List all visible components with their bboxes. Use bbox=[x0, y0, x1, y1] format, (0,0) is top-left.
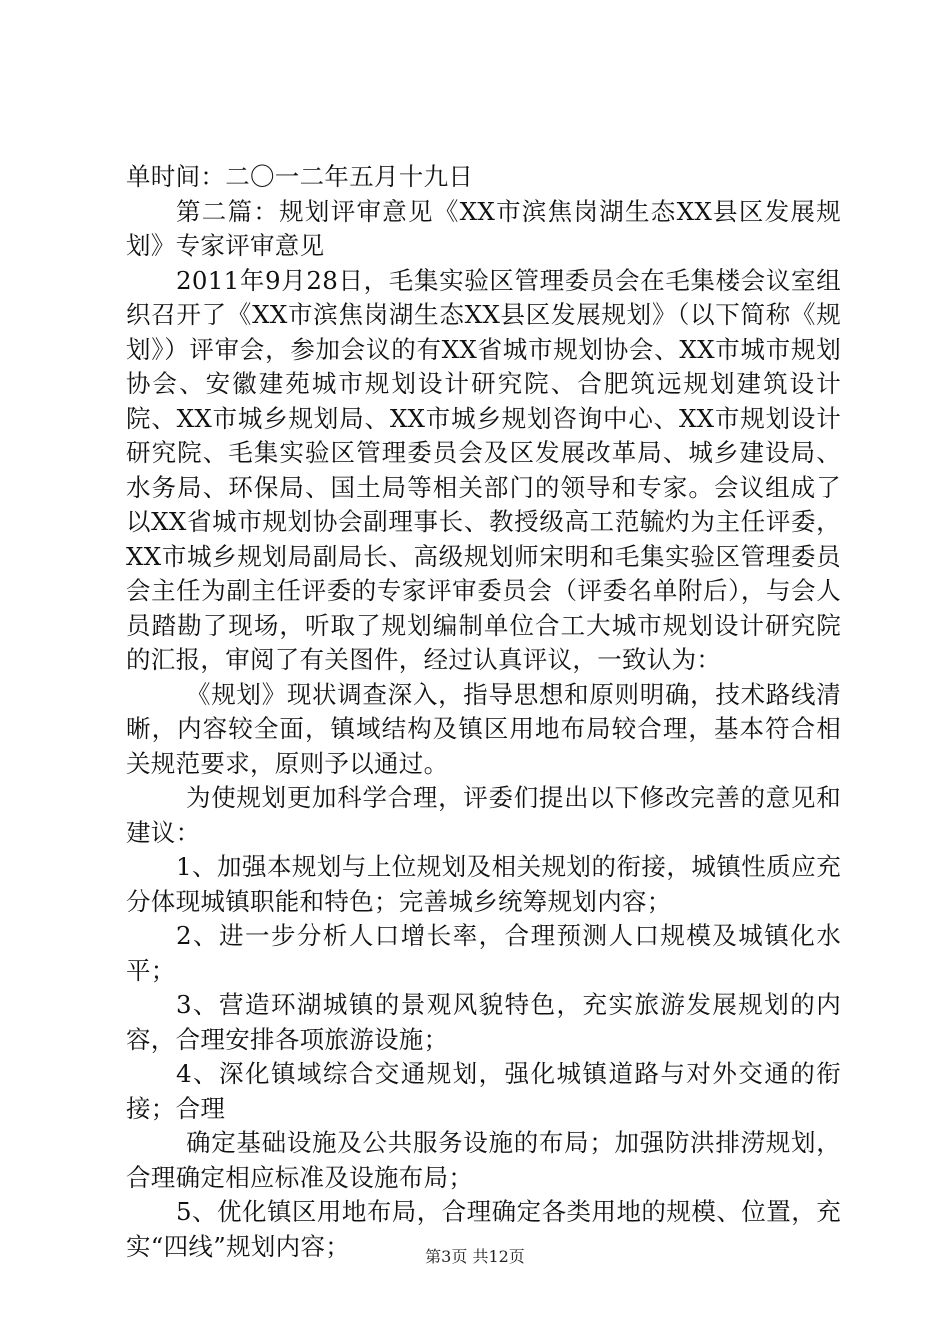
paragraph-item-3: 3、营造环湖城镇的景观风貌特色，充实旅游发展规划的内容，合理安排各项旅游设施； bbox=[126, 990, 841, 1054]
paragraph-item-4: 4、深化镇域综合交通规划，强化城镇道路与对外交通的衔接；合理 bbox=[126, 1059, 841, 1123]
paragraph-conclusion: 《规划》现状调查深入，指导思想和原则明确，技术路线清晰，内容较全面，镇域结构及镇区用地布局较合理，基本符合相关规范要求，原则予以通过。 bbox=[126, 679, 841, 778]
paragraph-item-1: 1、加强本规划与上位规划及相关规划的衔接，城镇性质应充分体现城镇职能和特色；完善城乡统筹规划内容； bbox=[126, 852, 841, 916]
page-footer: 第3页 共12页 bbox=[425, 1247, 525, 1266]
paragraph-item-4-cont: 确定基础设施及公共服务设施的布局；加强防洪排涝规划，合理确定相应标准及设施布局； bbox=[126, 1128, 841, 1192]
paragraph-item-2: 2、进一步分析人口增长率，合理预测人口规模及城镇化水平； bbox=[126, 921, 841, 985]
paragraph-date: 单时间：二〇一二年五月十九日 bbox=[126, 162, 474, 191]
paragraph-item-5: 5、优化镇区用地布局，合理确定各类用地的规模、位置，充实“四线”规划内容； bbox=[126, 1197, 841, 1261]
paragraph-suggestions-intro: 为使规划更加科学合理，评委们提出以下修改完善的意见和建议： bbox=[126, 783, 841, 847]
paragraph-title: 第二篇：规划评审意见《XX市滨焦岗湖生态XX县区发展规划》专家评审意见 bbox=[126, 196, 841, 260]
paragraph-meeting: 2011年9月28日，毛集实验区管理委员会在毛集楼会议室组织召开了《XX市滨焦岗湖生态XX县区发展规划》（以下简称《规划》）评审会，参加会议的有XX省城市规划协会、XX市城市规划协会、安徽建苑城市规划设计研究院、合肥筑远规划建筑设计院、XX市城乡规划局、XX市城乡规划咨询中心、XX市规划设计研究院、毛集实验区管理委员会及区发展改革局、城乡建设局、水务局、环保局、国土局等相关部门的领导和专家。会议组成了以XX省城市规划协会副理事长、教授级高工范毓灼为主任评委，XX市城乡规划局副局长、高级规划师宋明和毛集实验区管理委员会主任为副主任评委的专家评审委员会（评委名单附后），与会人员踏勘了现场，听取了规划编制单位合工大城市规划设计研究院的汇报，审阅了有关图件，经过认真评议，一致认为： bbox=[126, 265, 841, 674]
document-body bbox=[126, 160, 841, 1264]
